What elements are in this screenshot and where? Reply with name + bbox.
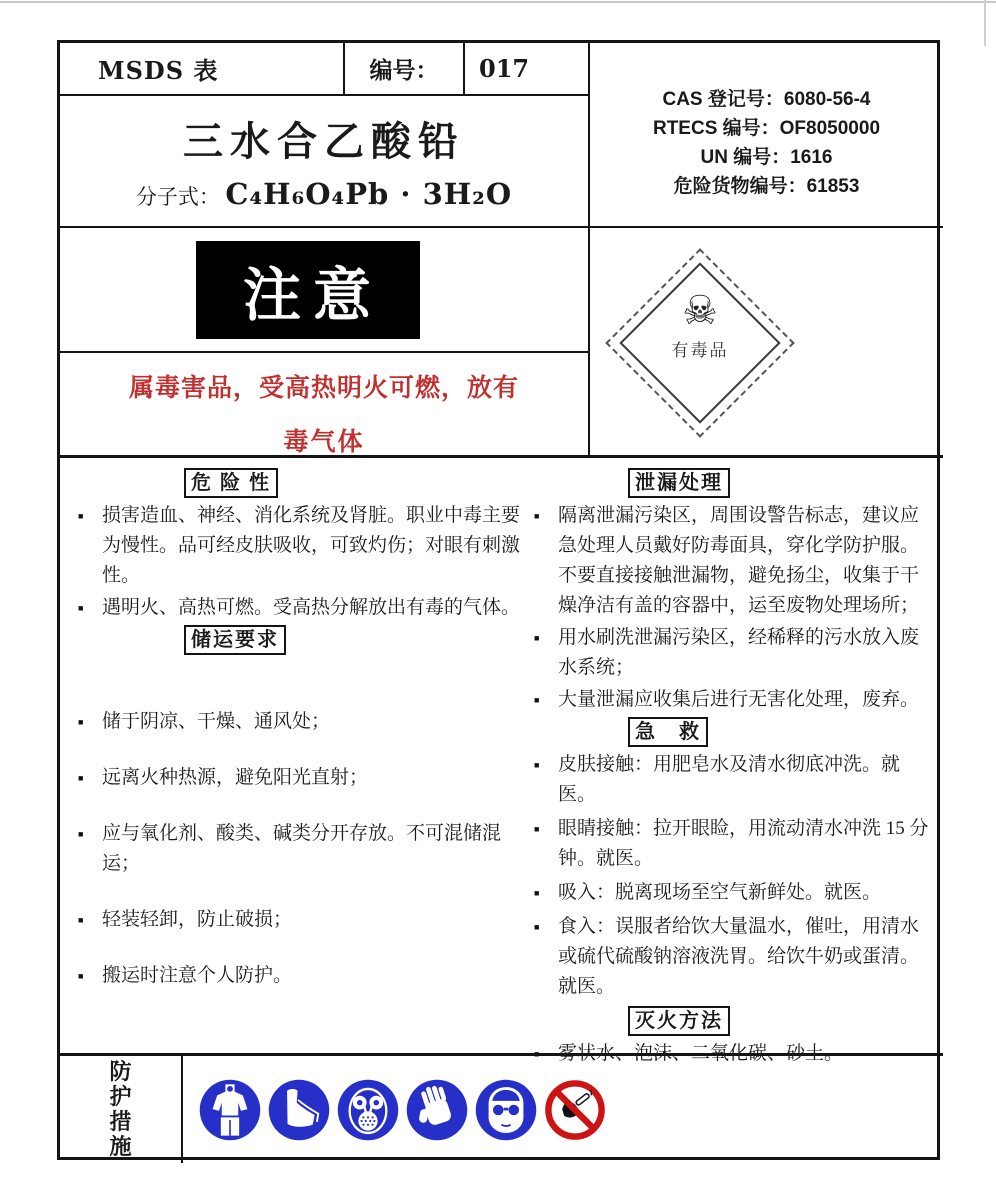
list-item: ■ 用水刷洗泄漏污染区，经稀释的污水放入废水系统； xyxy=(528,623,932,683)
scan-artifact-line xyxy=(0,1,996,3)
gas-mask-icon xyxy=(335,1077,401,1143)
list-item: ■ 眼睛接触：拉开眼睑，用流动清水冲洗 15 分钟。就医。 xyxy=(528,814,932,874)
protection-label-char: 施 xyxy=(109,1134,132,1159)
safety-boots-icon xyxy=(266,1077,332,1143)
signal-word-cell xyxy=(60,228,588,353)
chemical-name: 三水合乙酸铅 xyxy=(183,119,465,164)
protection-label xyxy=(60,1056,183,1163)
section-title-first-aid: 急 救 xyxy=(628,717,708,747)
section-title-hazards: 危 险 性 xyxy=(184,468,278,498)
section-title-fire: 灭火方法 xyxy=(628,1006,730,1036)
list-item: ■ 吸入：脱离现场至空气新鲜处。就医。 xyxy=(528,878,932,908)
protection-strip xyxy=(60,1056,943,1163)
dangerous-goods-number: 危险货物编号：61853 xyxy=(673,176,860,197)
leak-list xyxy=(528,501,932,715)
toxic-pictogram-cell xyxy=(588,228,943,458)
list-item: ■ 损害造血、神经、消化系统及肾脏。职业中毒主要为慢性。品可经皮肤吸收，可致灼伤；对眼有刺激性。 xyxy=(72,501,524,591)
list-item: ■ 远离火种热源，避免阳光直射； xyxy=(72,763,524,793)
un-number: UN 编号：1616 xyxy=(700,147,833,168)
goggles-icon xyxy=(473,1077,539,1143)
list-item: ■ 食入：误服者给饮大量温水，催吐，用清水或硫代硫酸钠溶液洗胃。给饮牛奶或蛋清。就医。 xyxy=(528,912,932,1002)
toxic-diamond xyxy=(633,276,767,410)
no-smoking-icon xyxy=(542,1077,608,1143)
section-title-leak: 泄漏处理 xyxy=(628,468,730,498)
scan-artifact-line xyxy=(984,0,986,46)
hazards-list xyxy=(72,501,524,623)
main-content-area xyxy=(60,458,943,1064)
list-item: ■ 雾状水、泡沫、二氧化碳、砂土。 xyxy=(528,1039,932,1069)
registry-numbers-cell xyxy=(588,43,943,228)
cas-number: CAS 登记号：6080-56-4 xyxy=(662,89,871,110)
first-aid-list xyxy=(528,750,932,1002)
list-item: ■ 搬运时注意个人防护。 xyxy=(72,961,524,991)
toxic-label: 有毒品 xyxy=(671,341,729,360)
header-row xyxy=(60,43,588,96)
protection-label-char: 防 xyxy=(109,1059,132,1084)
list-item: ■ 遇明火、高热可燃。受高热分解放出有毒的气体。 xyxy=(72,593,524,623)
chemical-identity-cell xyxy=(60,96,588,228)
section-title-storage: 储运要求 xyxy=(184,625,286,655)
gloves-icon xyxy=(404,1077,470,1143)
list-item: ■ 轻装轻卸，防止破损； xyxy=(72,905,524,935)
formula-value: C₄H₆O₄Pb · 3H₂O xyxy=(225,177,513,211)
msds-title: MSDS 表 xyxy=(98,56,219,85)
skull-crossbones-icon: ☠ xyxy=(682,288,718,334)
hazard-statement-line1: 属毒害品，受高热明火可燃，放有 xyxy=(128,375,519,402)
hazard-statement-cell xyxy=(60,353,588,458)
list-item: ■ 储于阴凉、干燥、通风处； xyxy=(72,707,524,737)
protection-label-char: 措 xyxy=(109,1109,132,1134)
list-item: ■ 皮肤接触：用肥皂水及清水彻底冲洗。就医。 xyxy=(528,750,932,810)
list-item: ■ 大量泄漏应收集后进行无害化处理，废弃。 xyxy=(528,685,932,715)
hazard-statement-line2: 毒气体 xyxy=(283,429,365,456)
signal-word-box: 注意 xyxy=(196,241,420,339)
right-column xyxy=(528,468,932,1071)
msds-sheet xyxy=(57,40,940,1160)
number-label: 编号： xyxy=(343,43,463,94)
list-item: ■ 应与氧化剂、酸类、碱类分开存放。不可混储混运； xyxy=(72,819,524,879)
storage-list xyxy=(72,707,524,991)
rtecs-number: RTECS 编号：OF8050000 xyxy=(652,118,881,139)
list-item: ■ 隔离泄漏污染区，周围设警告标志，建议应急处理人员戴好防毒面具，穿化学防护服。不要直接接触泄漏物，避免扬尘，收集于干燥净洁有盖的容器中，运至废物处理场所； xyxy=(528,501,932,621)
formula-line xyxy=(60,177,588,211)
left-column xyxy=(72,468,524,1017)
formula-label: 分子式： xyxy=(135,185,220,209)
protective-suit-icon xyxy=(197,1077,263,1143)
number-value: 017 xyxy=(463,43,588,94)
protection-label-char: 护 xyxy=(109,1084,132,1109)
protection-icons xyxy=(183,1056,943,1163)
